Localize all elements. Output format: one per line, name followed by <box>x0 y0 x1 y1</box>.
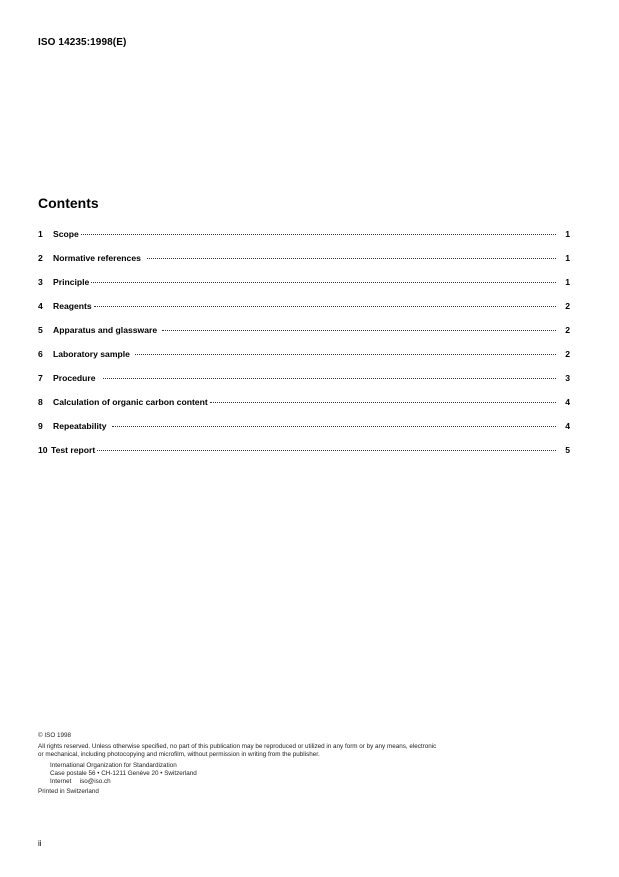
toc-entry-test-report[interactable] <box>38 445 570 469</box>
toc-entry-number: 5 <box>38 325 43 335</box>
org-address: Case postale 56 • CH-1211 Genève 20 • Switzerland <box>50 769 197 777</box>
toc-entry-label: Repeatability <box>53 421 107 431</box>
dot-leader <box>210 402 556 403</box>
toc-entry-label: Calculation of organic carbon content <box>53 397 208 407</box>
toc-entry-procedure[interactable] <box>38 373 570 397</box>
toc-entry-calculation-of-organic-carbon-content[interactable] <box>38 397 570 421</box>
toc-entry-number: 10 <box>38 445 48 455</box>
dot-leader <box>81 234 556 235</box>
internet-label: Internet <box>50 778 72 786</box>
toc-entry-scope[interactable] <box>38 229 570 253</box>
toc-entry-number: 2 <box>38 253 43 263</box>
toc-entry-label: Laboratory sample <box>53 349 130 359</box>
toc-entry-normative-references[interactable] <box>38 253 570 277</box>
toc-entry-number: 1 <box>38 229 43 239</box>
dot-leader <box>135 354 556 355</box>
toc-entry-number: 6 <box>38 349 43 359</box>
dot-leader <box>147 258 556 259</box>
toc-entry-page: 1 <box>565 229 570 239</box>
printed-in: Printed in Switzerland <box>38 788 99 796</box>
publisher-address <box>38 762 583 787</box>
document-id-header: ISO 14235:1998(E) <box>38 37 127 48</box>
toc-entry-page: 5 <box>565 445 570 455</box>
toc-entry-principle[interactable] <box>38 277 570 301</box>
dot-leader <box>97 450 556 451</box>
dot-leader <box>162 330 556 331</box>
internet-email[interactable]: iso@iso.ch <box>79 778 111 786</box>
toc-entry-page: 3 <box>565 373 570 383</box>
toc-entry-page: 2 <box>565 301 570 311</box>
contents-title: Contents <box>38 195 99 211</box>
toc-entry-label: Test report <box>51 445 96 455</box>
toc-entry-label: Scope <box>53 229 79 239</box>
toc-entry-page: 2 <box>565 349 570 359</box>
toc-entry-page: 1 <box>565 277 570 287</box>
copyright-notice: © ISO 1998 <box>38 732 71 739</box>
toc-entry-page: 1 <box>565 253 570 263</box>
toc-entry-label: Principle <box>53 277 90 287</box>
toc-entry-apparatus-and-glassware[interactable] <box>38 325 570 349</box>
toc-entry-number: 4 <box>38 301 43 311</box>
toc-entry-laboratory-sample[interactable] <box>38 349 570 373</box>
page-number: ii <box>38 839 42 848</box>
toc-entry-label: Procedure <box>53 373 96 383</box>
rights-statement <box>38 743 583 759</box>
toc-entry-page: 2 <box>565 325 570 335</box>
dot-leader <box>91 282 556 283</box>
dot-leader <box>94 306 556 307</box>
toc-entry-page: 4 <box>565 421 570 431</box>
toc-entry-number: 3 <box>38 277 43 287</box>
toc-entry-number: 9 <box>38 421 43 431</box>
toc-entry-repeatability[interactable] <box>38 421 570 445</box>
toc-entry-label: Normative references <box>53 253 141 263</box>
dot-leader <box>112 426 557 427</box>
toc-entry-number: 8 <box>38 397 43 407</box>
copyright-footer <box>38 732 583 796</box>
rights-line-1: All rights reserved. Unless otherwise specified, no part of this publication may be reproduced or utilized in any form or by any means, electronic <box>38 743 437 751</box>
internet-line <box>50 778 583 786</box>
toc-entry-label: Reagents <box>53 301 92 311</box>
toc-entry-reagents[interactable] <box>38 301 570 325</box>
toc-entry-number: 7 <box>38 373 43 383</box>
toc-entry-page: 4 <box>565 397 570 407</box>
toc-entry-label: Apparatus and glassware <box>53 325 158 335</box>
rights-line-2: or mechanical, including photocopying and microfilm, without permission in writing from the publisher. <box>38 751 320 759</box>
org-name: International Organization for Standardization <box>50 761 177 769</box>
table-of-contents <box>38 229 570 469</box>
dot-leader <box>103 378 556 379</box>
